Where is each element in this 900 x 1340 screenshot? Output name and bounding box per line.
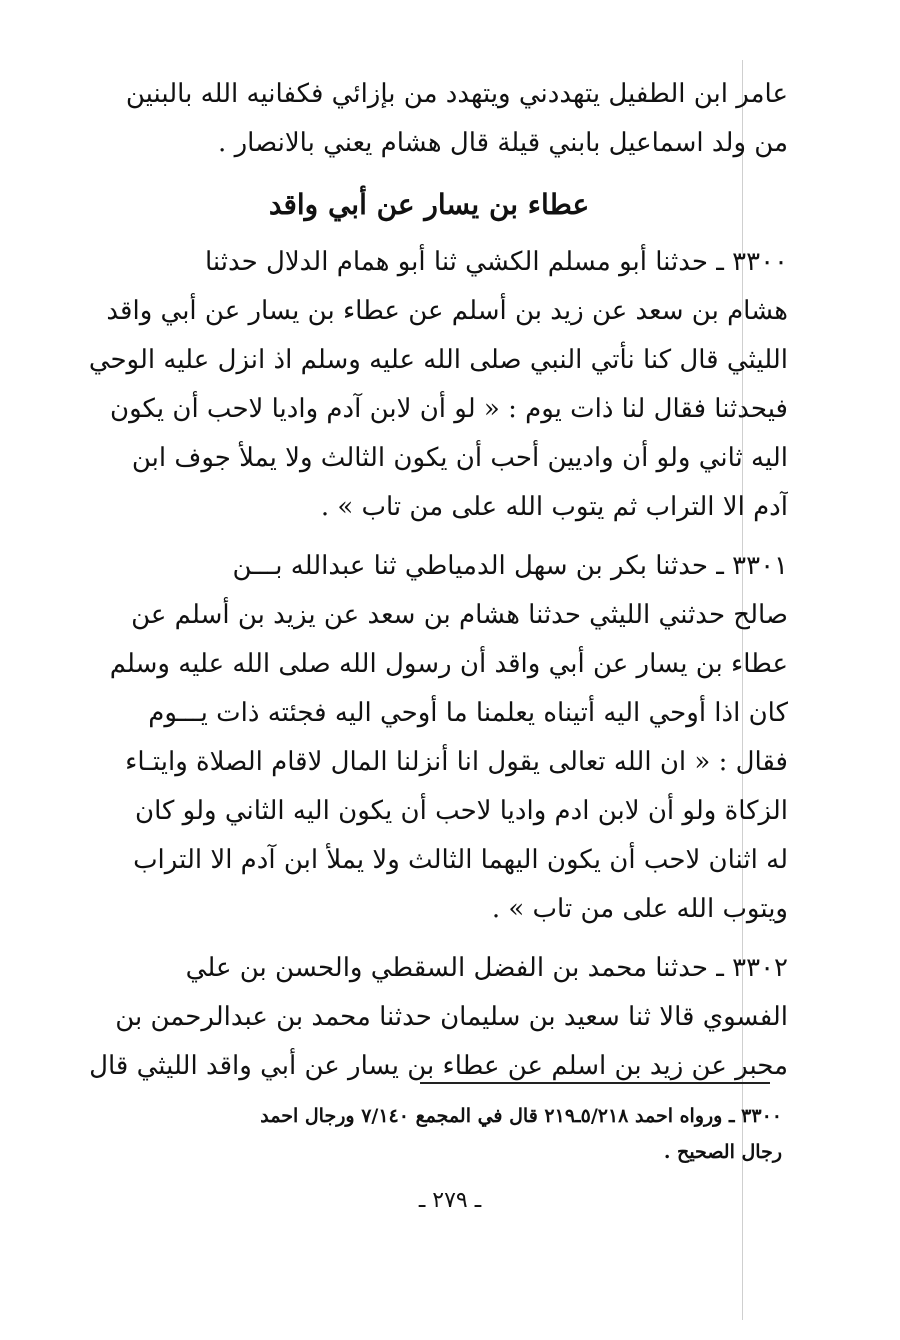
text-line: عطاء بن يسار عن أبي واقد أن رسول الله صلى الله عليه وسلم — [109, 649, 788, 679]
text-line: ويتوب الله على من تاب » . — [491, 894, 788, 924]
footnote-line: ٣٣٠٠ ـ ورواه احمد ٥/٢١٨ـ٢١٩ قال في المجمع ٧/١٤٠ ورجال احمد — [260, 1105, 782, 1127]
text-line: فيحدثنا فقال لنا ذات يوم : « لو أن لابن آدم واديا لاحب أن يكون — [109, 394, 788, 424]
footnote-separator — [420, 1082, 770, 1084]
text-line: صالح حدثني الليثي حدثنا هشام بن سعد عن يزيد بن أسلم عن — [131, 600, 788, 630]
text-line: من ولد اسماعيل بابني قيلة قال هشام يعني بالانصار . — [218, 128, 788, 158]
paragraph-gap — [70, 532, 788, 542]
text-line: آدم الا التراب ثم يتوب الله على من تاب » . — [320, 492, 788, 522]
text-line: هشام بن سعد عن زيد بن أسلم عن عطاء بن يسار عن أبي واقد — [106, 296, 788, 326]
text-line: كان اذا أوحي اليه أتيناه يعلمنا ما أوحي اليه فجئته ذات يـــوم — [148, 698, 788, 728]
section-heading: عطاء بن يسار عن أبي واقد — [268, 188, 590, 221]
text-line: الفسوي قالا ثنا سعيد بن سليمان حدثنا محمد بن عبدالرحمن بن — [115, 1002, 788, 1032]
text-line: له اثنان لاحب أن يكون اليهما الثالث ولا يملأ ابن آدم الا التراب — [133, 845, 788, 875]
footnote — [70, 1098, 782, 1170]
hadith-3301 — [70, 542, 788, 934]
text-line: الزكاة ولو أن لابن ادم واديا لاحب أن يكون اليه الثاني ولو كان — [134, 796, 788, 826]
paragraph-gap — [70, 934, 788, 944]
page-body — [70, 70, 788, 1091]
text-line: ٣٣٠٠ ـ حدثنا أبو مسلم الكشي ثنا أبو همام الدلال حدثنا — [204, 247, 788, 277]
hadith-3300 — [70, 238, 788, 532]
hadith-3302 — [70, 944, 788, 1091]
text-line: ٣٣٠١ ـ حدثنا بكر بن سهل الدمياطي ثنا عبدالله بـــن — [232, 551, 788, 581]
text-line: ٣٣٠٢ ـ حدثنا محمد بن الفضل السقطي والحسن بن علي — [185, 953, 788, 983]
text-line: محبر عن زيد بن اسلم عن عطاء بن يسار عن أبي واقد الليثي قال — [89, 1051, 788, 1081]
page-number: ـ ٢٧٩ ـ — [418, 1188, 482, 1213]
text-line: عامر ابن الطفيل يتهددني ويتهدد من بإزائي فكفانيه الله بالبنين — [125, 79, 788, 109]
text-line: اليه ثاني ولو أن واديين أحب أن يكون الثالث ولا يملأ جوف ابن — [131, 443, 788, 473]
continuation-paragraph — [70, 70, 788, 168]
footnote-line: رجال الصحيح . — [663, 1141, 782, 1163]
text-line: فقال : « ان الله تعالى يقول انا أنزلنا المال لاقام الصلاة وايتـاء — [125, 747, 788, 777]
text-line: الليثي قال كنا نأتي النبي صلى الله عليه وسلم اذ انزل عليه الوحي — [88, 345, 788, 375]
